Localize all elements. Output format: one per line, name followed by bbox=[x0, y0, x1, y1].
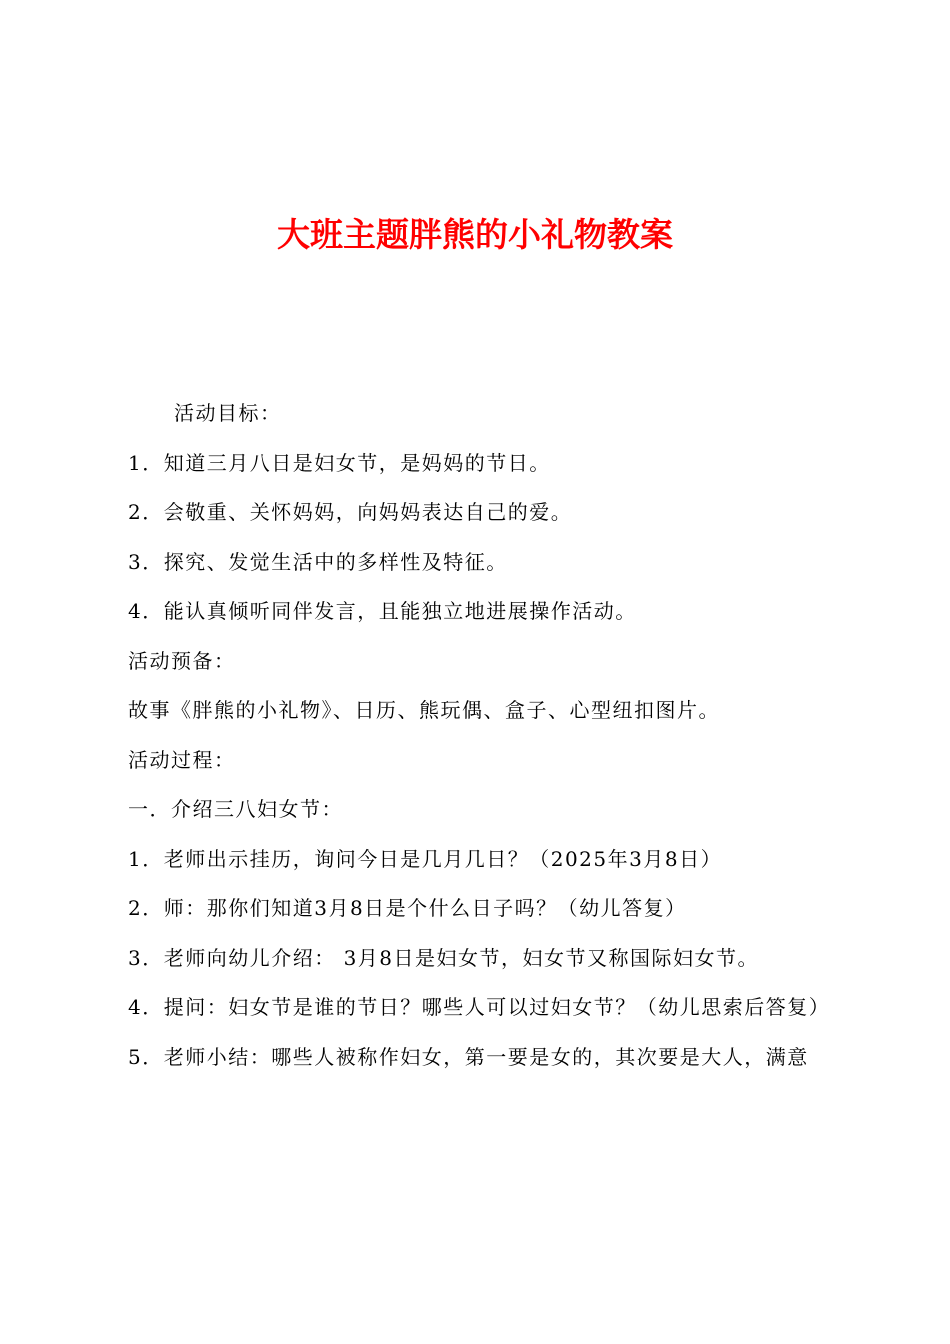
subsection-heading: 一．介绍三八妇女节： bbox=[128, 797, 343, 821]
section-heading-process: 活动过程： bbox=[128, 747, 236, 772]
section-heading-preparation: 活动预备： bbox=[128, 648, 236, 673]
paragraph: 1．老师出示挂历，询问今日是几月几日？（2025年3月8日） bbox=[128, 846, 723, 871]
paragraph: 3．老师向幼儿介绍： 3月8日是妇女节，妇女节又称国际妇女节。 bbox=[128, 945, 760, 970]
section-heading-goals: 活动目标： bbox=[174, 401, 282, 425]
paragraph: 3．探究、发觉生活中的多样性及特征。 bbox=[128, 549, 508, 574]
document-body bbox=[128, 398, 834, 1091]
paragraph: 故事《胖熊的小礼物》、日历、熊玩偶、盒子、心型纽扣图片。 bbox=[128, 698, 720, 722]
paragraph: 2．师：那你们知道3月8日是个什么日子吗？（幼儿答复） bbox=[128, 896, 687, 920]
document-title: 大班主题胖熊的小礼物教案 bbox=[277, 215, 673, 254]
paragraph: 2．会敬重、关怀妈妈，向妈妈表达自己的爱。 bbox=[128, 500, 573, 524]
paragraph: 4．提问：妇女节是谁的节日？哪些人可以过妇女节？（幼儿思索后答复） bbox=[128, 995, 831, 1019]
paragraph: 1．知道三月八日是妇女节，是妈妈的节日。 bbox=[128, 450, 551, 475]
paragraph: 4．能认真倾听同伴发言，且能独立地进展操作活动。 bbox=[128, 599, 637, 623]
paragraph: 5．老师小结：哪些人被称作妇女，第一要是女的，其次要是大人，满意 bbox=[128, 1044, 809, 1069]
